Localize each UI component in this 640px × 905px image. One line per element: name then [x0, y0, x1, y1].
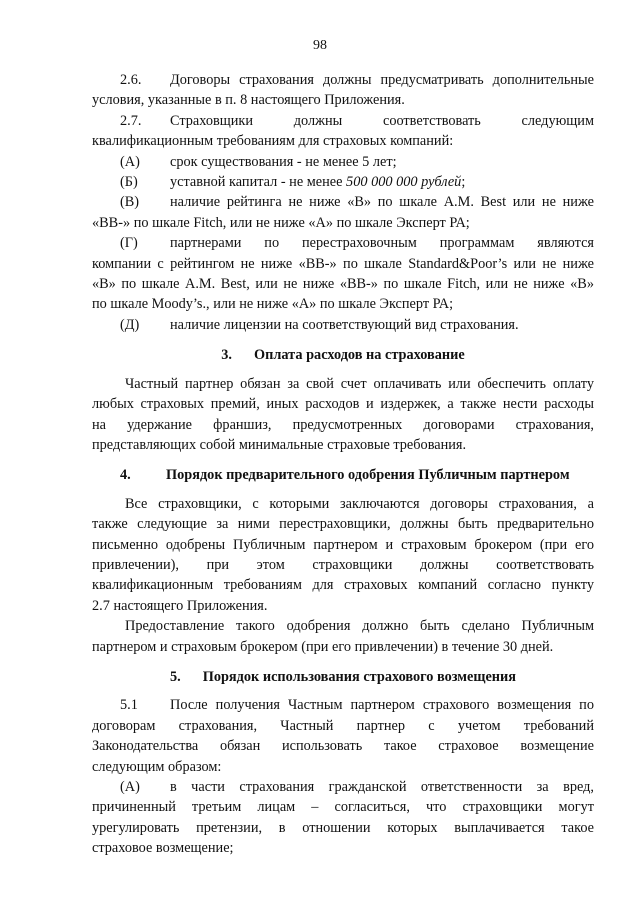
paragraph-line: Частный партнер обязан за свой счет оплачивать или обеспечить оплату: [125, 375, 594, 392]
section-title: Оплата расходов на страхование: [254, 347, 465, 364]
clause-number: 2.7.: [120, 112, 142, 129]
paragraph-line: квалификационным требованиям для страховых компаний согласно пункту: [92, 577, 594, 594]
paragraph-line: письменно одобрены Публичным партнером и страховым брокером (при его: [92, 536, 594, 553]
paragraph-line: Предоставление такого одобрения должно быть сделано Публичным: [125, 618, 594, 635]
section-title: Порядок предварительного одобрения Публичным партнером: [166, 467, 570, 484]
item-text: [170, 172, 594, 192]
section-number: 5.: [169, 668, 181, 685]
requirement-item: [92, 172, 594, 192]
item-label: (В): [120, 194, 140, 211]
item-text: «B» по шкале A.M. Best, или не ниже «BB-» по шкале Fitch, или не ниже «B»: [92, 276, 594, 293]
item-text: срок существования - не менее 5 лет;: [170, 153, 397, 170]
item-text-part: ;: [461, 174, 466, 191]
document-body: [92, 70, 594, 859]
paragraph-line: любых страховых премий, иных расходов и издержек, а также нести расходы: [92, 396, 594, 413]
item-text: «BB-» по шкале Fitch, или не ниже «А» по шкале Эксперт РА;: [92, 214, 470, 231]
item-text: компании с рейтингом не ниже «BB-» по шкале Standard&Poor’s или не ниже: [92, 255, 594, 272]
requirement-item: [92, 233, 594, 315]
item-text: по шкале Moody’s., или не ниже «А» по шкале Эксперт РА;: [92, 296, 454, 313]
section-paragraph: [92, 494, 594, 616]
section-heading: [92, 667, 594, 687]
item-text: наличие рейтинга не ниже «B» по шкале A.M. Best или не ниже: [170, 194, 594, 211]
section-heading: [92, 345, 594, 365]
section-paragraph: [92, 374, 594, 456]
section-heading: [92, 465, 594, 485]
clause-text: После получения Частным партнером страхового возмещения по: [170, 697, 594, 714]
requirement-item: [92, 315, 594, 335]
clause-text: Страховщики должны соответствовать следующим: [170, 112, 594, 129]
item-text: причиненный третьим лицам – согласиться, что страховщики могут: [92, 799, 594, 816]
clause-text: следующим образом:: [92, 758, 222, 775]
section-number: 4.: [120, 467, 131, 484]
requirement-item: [92, 777, 594, 859]
clause-5-1: [92, 695, 594, 777]
item-label: (Д): [120, 316, 140, 333]
item-label: (А): [120, 153, 140, 170]
item-text-part: уставной капитал - не менее: [170, 174, 347, 191]
clause-text: договорам страхования, Частный партнер с учетом требований: [92, 717, 594, 734]
item-text: наличие лицензии на соответствующий вид страхования.: [170, 316, 519, 333]
clause-2-6: [92, 70, 594, 111]
paragraph-line: на удержание франшиз, предусмотренных договорами страхования,: [92, 416, 594, 433]
section-title: Порядок использования страхового возмещения: [202, 668, 517, 685]
item-text: урегулировать претензии, в отношении которых выплачивается такое: [92, 819, 594, 836]
paragraph-line: 2.7 настоящего Приложения.: [92, 597, 268, 614]
paragraph-line: представляющих собой минимальные страховые требования.: [92, 436, 467, 453]
requirement-item: [92, 192, 594, 233]
section-paragraph: [92, 616, 594, 657]
clause-2-7: [92, 111, 594, 152]
requirement-item: [92, 152, 594, 172]
section-number: 3.: [221, 347, 233, 364]
paragraph-line: Все страховщики, с которыми заключаются договоры страхования, а: [125, 495, 594, 512]
paragraph-line: партнером и страховым брокером (при его привлечении) в течение 30 дней.: [92, 638, 554, 655]
clause-text: Законодательства обязан использовать такое страховое возмещение: [92, 738, 594, 755]
clause-text: Договоры страхования должны предусматривать дополнительные: [170, 72, 594, 88]
item-label: (Г): [120, 235, 138, 252]
paragraph-line: также следующие за ними перестраховщики, должны быть предварительно: [92, 516, 594, 533]
clause-text: условия, указанные в п. 8 настоящего Приложения.: [92, 92, 405, 109]
item-text: партнерами по перестраховочным программам являются: [170, 235, 594, 252]
item-text: страховое возмещение;: [92, 840, 234, 857]
page-number: 98: [313, 38, 327, 53]
paragraph-line: привлечении), при этом страховщики должны соответствовать: [92, 556, 594, 573]
clause-text: квалификационным требованиям для страховых компаний:: [92, 133, 454, 150]
item-text: в части страхования гражданской ответственности за вред,: [170, 779, 594, 795]
clause-number: 2.6.: [120, 72, 142, 88]
item-label: (А): [120, 779, 140, 795]
item-label: (Б): [120, 174, 138, 191]
clause-number: 5.1: [120, 697, 138, 714]
capital-amount: 500 000 000 рублей: [346, 174, 462, 191]
